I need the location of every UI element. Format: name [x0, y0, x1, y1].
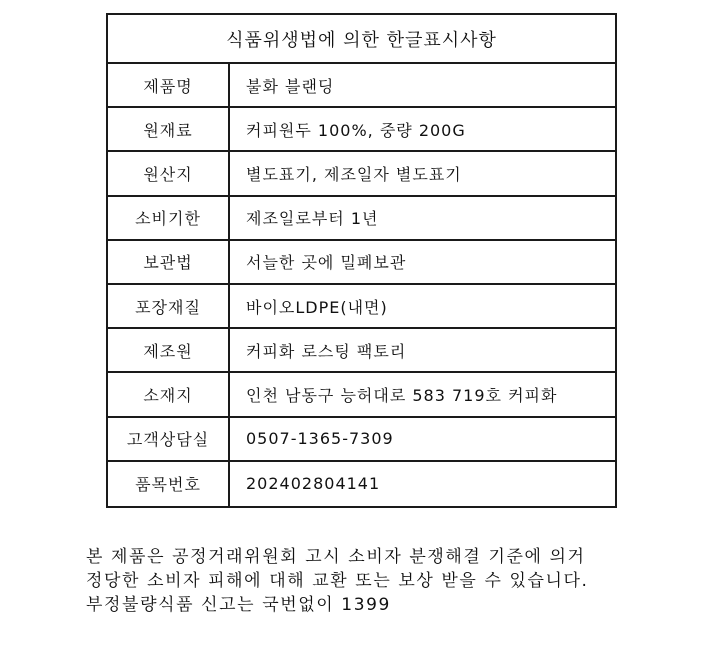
row-label: 품목번호 [108, 462, 230, 506]
row-value: 0507-1365-7309 [246, 429, 394, 449]
row-label: 보관법 [108, 241, 230, 283]
row-label: 제품명 [108, 64, 230, 106]
row-label: 원산지 [108, 152, 230, 194]
table-row [108, 64, 615, 108]
row-label: 제조원 [108, 329, 230, 371]
table-title: 식품위생법에 의한 한글표시사항 [108, 15, 615, 64]
row-value: 바이오LDPE(내면) [246, 297, 388, 317]
row-label: 소비기한 [108, 197, 230, 239]
table-row [108, 462, 615, 506]
row-value: 커피화 로스팅 팩토리 [246, 341, 407, 361]
row-value: 202402804141 [246, 474, 381, 494]
row-label: 원재료 [108, 108, 230, 150]
row-value: 제조일로부터 1년 [246, 209, 379, 229]
table-row [108, 152, 615, 196]
notice-line: 정당한 소비자 피해에 대해 교환 또는 보상 받을 수 있습니다. [86, 571, 589, 591]
table-row [108, 329, 615, 373]
row-value: 서늘한 곳에 밀폐보관 [246, 253, 407, 273]
table-row [108, 373, 615, 417]
table-row [108, 197, 615, 241]
notice-line: 본 제품은 공정거래위원회 고시 소비자 분쟁해결 기준에 의거 [86, 547, 586, 567]
food-label-table [106, 13, 617, 508]
table-row [108, 418, 615, 462]
table-row [108, 241, 615, 285]
row-label: 고객상담실 [108, 418, 230, 460]
row-label: 포장재질 [108, 285, 230, 327]
consumer-notice [86, 545, 589, 617]
table-row [108, 108, 615, 152]
row-value: 인천 남동구 능허대로 583 719호 커피화 [246, 385, 558, 405]
row-label: 소재지 [108, 373, 230, 415]
notice-line: 부정불량식품 신고는 국번없이 1399 [86, 595, 391, 615]
row-value: 커피원두 100%, 중량 200G [246, 120, 466, 140]
row-value: 불화 블랜딩 [246, 76, 335, 96]
table-row [108, 285, 615, 329]
row-value: 별도표기, 제조일자 별도표기 [246, 164, 462, 184]
